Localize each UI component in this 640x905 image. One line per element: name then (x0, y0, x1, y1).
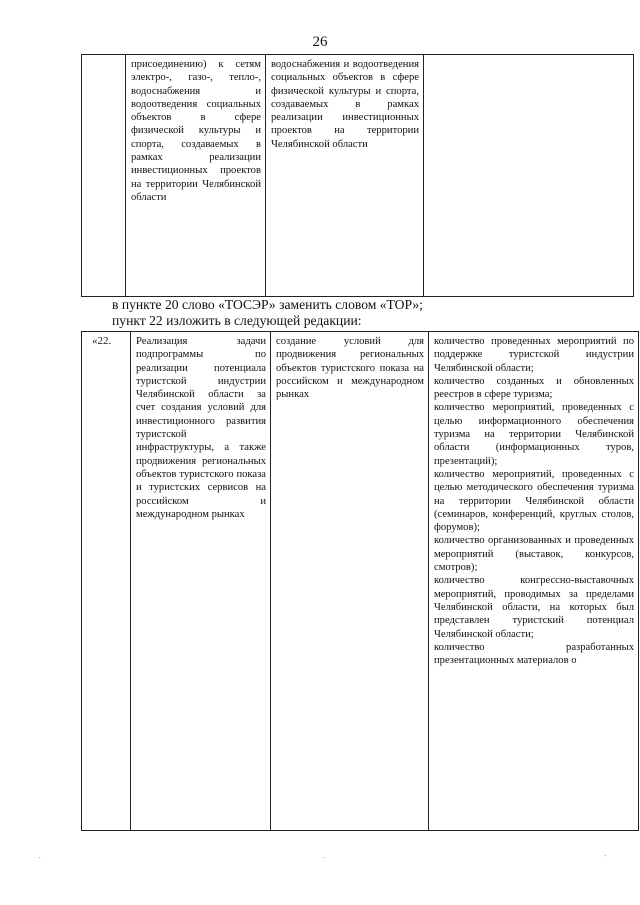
amended-table (81, 331, 639, 831)
row-number-cell: «22. (82, 332, 131, 831)
amendment-instruction: в пункте 20 слово «ТОСЭР» заменить словом «ТОР»; (112, 297, 423, 312)
indicator-item: количество разработанных презентационных материалов о (434, 641, 634, 667)
indicator-item: количество конгрессно-выставочных мероприятий, проводимых за пределами Челябинской области, на которых был представлен туристский потенциал Челябинской области; (434, 575, 634, 640)
table-row (82, 332, 639, 831)
indicator-item: количество организованных и проведенных мероприятий (выставок, конкурсов, смотров); (434, 535, 634, 574)
event-cell: создание условий для продвижения региональных объектов туристского показа на российском и международном рынках (271, 332, 429, 831)
scan-mark: ˎ (322, 848, 326, 859)
scan-mark: ˎ (38, 848, 42, 859)
task-cell: присоединению) к сетям электро-, газо-, тепло-, водоснабжения и водоотведения социальных объектов в сфере физической культуры и спорта, создаваемых в рамках реализации инвестиционных проектов на территории Челябинской области (126, 55, 266, 297)
continued-table (81, 54, 634, 297)
indicator-item: количество мероприятий, проведенных с целью информационного обеспечения туризма на территории Челябинской области (информационных туров, презентаций); (434, 402, 634, 467)
task-cell: Реализация задачи подпрограммы по реализации потенциала туристской индустрии Челябинской области за счет создания условий для инвестиционного развития туристской инфраструктуры, а также продвижения региональных объектов туристского показа и туристских сервисов на российском и международном рынках (131, 332, 271, 831)
indicator-item: количество проведенных мероприятий по поддержке туристской индустрии Челябинской области; (434, 336, 634, 374)
number-cell (82, 55, 126, 297)
indicator-cell (429, 332, 639, 831)
scan-mark: ˎ (604, 846, 608, 857)
table-row (82, 55, 634, 297)
page-number: 26 (312, 34, 328, 50)
indicator-cell (424, 55, 634, 297)
amendment-instruction: пункт 22 изложить в следующей редакции: (112, 313, 362, 328)
event-cell: водоснабжения и водоотведения социальных объектов в сфере физической культуры и спорта, создаваемых в рамках реализации инвестиционных проектов на территории Челябинской области (266, 55, 424, 297)
indicator-item: количество созданных и обновленных реестров в сфере туризма; (434, 375, 634, 401)
indicator-item: количество мероприятий, проведенных с целью методического обеспечения туризма на территории Челябинской области (семинаров, конференций, круглых столов, форумов); (434, 468, 634, 534)
